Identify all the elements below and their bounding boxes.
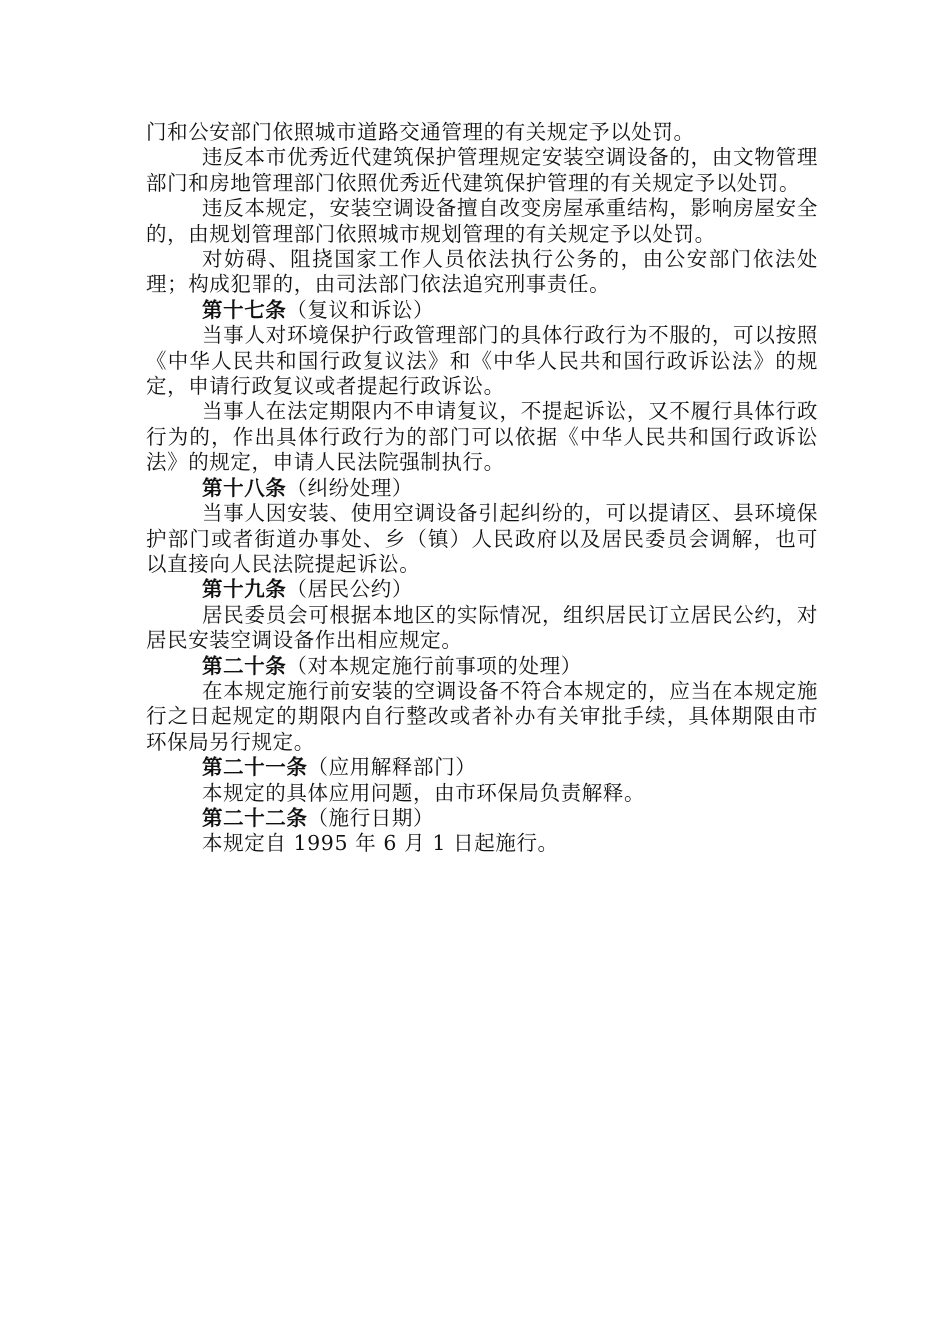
article-subtitle: （施行日期） [307,805,435,830]
article-subtitle: （应用解释部门） [307,755,477,780]
body-paragraph: 居民委员会可根据本地区的实际情况，组织居民订立居民公约，对居民安装空调设备作出相应规定。 [146,602,818,653]
body-paragraph: 本规定自 1995 年 6 月 1 日起施行。 [202,831,559,856]
article-heading [146,654,818,679]
article-number: 第二十条 [202,653,287,678]
body-paragraph: 在本规定施行前安装的空调设备不符合本规定的，应当在本规定施行之日起规定的期限内自行整改或者补办有关审批手续，具体期限由市环保局另行规定。 [146,678,818,754]
article-heading [146,298,818,323]
document-body [146,120,818,857]
body-paragraph: 本规定的具体应用问题，由市环保局负责解释。 [202,780,646,805]
article-heading [146,476,818,501]
article-number: 第二十二条 [202,805,308,830]
article-number: 第十九条 [202,577,287,602]
article-heading [146,755,818,780]
article-heading [146,577,818,602]
article-subtitle: （居民公约） [286,577,414,602]
body-paragraph: 当事人在法定期限内不申请复议，不提起诉讼，又不履行具体行政行为的，作出具体行政行为的部门可以依据《中华人民共和国行政诉讼法》的规定，申请人民法院强制执行。 [146,399,818,475]
article-heading [146,806,818,831]
body-paragraph: 违反本规定，安装空调设备擅自改变房屋承重结构，影响房屋安全的，由规划管理部门依照城市规划管理的有关规定予以处罚。 [146,196,818,246]
body-paragraph: 违反本市优秀近代建筑保护管理规定安装空调设备的，由文物管理部门和房地管理部门依照优秀近代建筑保护管理的有关规定予以处罚。 [146,145,818,195]
article-number: 第十七条 [202,297,287,322]
body-paragraph: 当事人对环境保护行政管理部门的具体行政行为不服的，可以按照《中华人民共和国行政复议法》和《中华人民共和国行政诉讼法》的规定，申请行政复议或者提起行政诉讼。 [146,323,818,399]
article-number: 第十八条 [202,475,287,500]
body-paragraph: 对妨碍、阻挠国家工作人员依法执行公务的，由公安部门依法处理；构成犯罪的，由司法部门依法追究刑事责任。 [146,247,818,297]
article-number: 第二十一条 [202,755,308,780]
article-subtitle: （复议和诉讼） [286,297,435,322]
body-paragraph: 门和公安部门依照城市道路交通管理的有关规定予以处罚。 [146,120,695,144]
article-subtitle: （对本规定施行前事项的处理） [286,653,582,678]
body-paragraph: 当事人因安装、使用空调设备引起纠纷的，可以提请区、县环境保护部门或者街道办事处、乡（镇）人民政府以及居民委员会调解，也可以直接向人民法院提起诉讼。 [146,501,818,576]
article-subtitle: （纠纷处理） [286,475,414,500]
